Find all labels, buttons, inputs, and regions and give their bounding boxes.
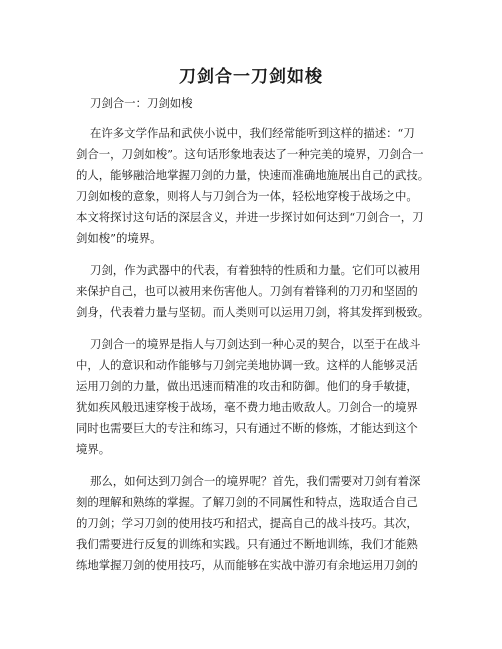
text-line: 我们需要进行反复的训练和实践。只有通过不断地训练，我们才能熟 — [76, 537, 418, 551]
document-title: 刀剑合一刀剑如梭 — [179, 67, 323, 87]
text-line: 来保护自己，也可以被用来伤害他人。刀剑有着锋利的刀刃和坚固的 — [76, 284, 418, 298]
text-line: 在许多文学作品和武侠小说中，我们经常能听到这样的描述：“刀 — [90, 126, 415, 140]
text-line: 的人，能够融洽地掌握刀剑的力量，快速而准确地施展出自己的武技。 — [76, 168, 430, 182]
text-line: 的刀剑；学习刀剑的使用技巧和招式，提高自己的战斗技巧。其次， — [76, 516, 418, 530]
text-line: 中，人的意识和动作能够与刀剑完美地协调一致。这样的人能够灵活 — [76, 358, 418, 372]
text-line: 剑如梭”的境界。 — [76, 231, 162, 245]
text-line: 犹如疾风般迅速穿梭于战场，毫不费力地击败敌人。刀剑合一的境界 — [76, 400, 418, 414]
text-line: 刀剑合一的境界是指人与刀剑达到一种心灵的契合，以至于在战斗 — [90, 337, 421, 351]
text-line: 境界。 — [76, 442, 111, 456]
text-line: 刀剑如梭的意象，则将人与刀剑合为一体，轻松地穿梭于战场之中。 — [76, 189, 418, 203]
text-line: 运用刀剑的力量，做出迅速而精准的攻击和防御。他们的身手敏捷， — [76, 379, 418, 393]
text-line: 剑合一，刀剑如梭”。这句话形象地表达了一种完美的境界，刀剑合一 — [76, 147, 424, 161]
text-line: 刀剑合一：刀剑如梭 — [90, 96, 193, 110]
text-line: 刀剑，作为武器中的代表，有着独特的性质和力量。它们可以被用 — [90, 263, 421, 277]
text-line: 刻的理解和熟练的掌握。了解刀剑的不同属性和特点，选取适合自己 — [76, 495, 418, 509]
text-line: 练地掌握刀剑的使用技巧，从而能够在实战中游刃有余地运用刀剑的 — [76, 558, 418, 572]
text-line: 同时也需要巨大的专注和练习，只有通过不断的修炼，才能达到这个 — [76, 421, 418, 435]
text-line: 本文将探讨这句话的深层含义，并进一步探讨如何达到“刀剑合一，刀 — [76, 210, 424, 224]
text-line: 剑身，代表着力量与坚韧。而人类则可以运用刀剑，将其发挥到极致。 — [76, 305, 430, 319]
text-line: 那么，如何达到刀剑合一的境界呢？首先，我们需要对刀剑有着深 — [90, 474, 421, 488]
